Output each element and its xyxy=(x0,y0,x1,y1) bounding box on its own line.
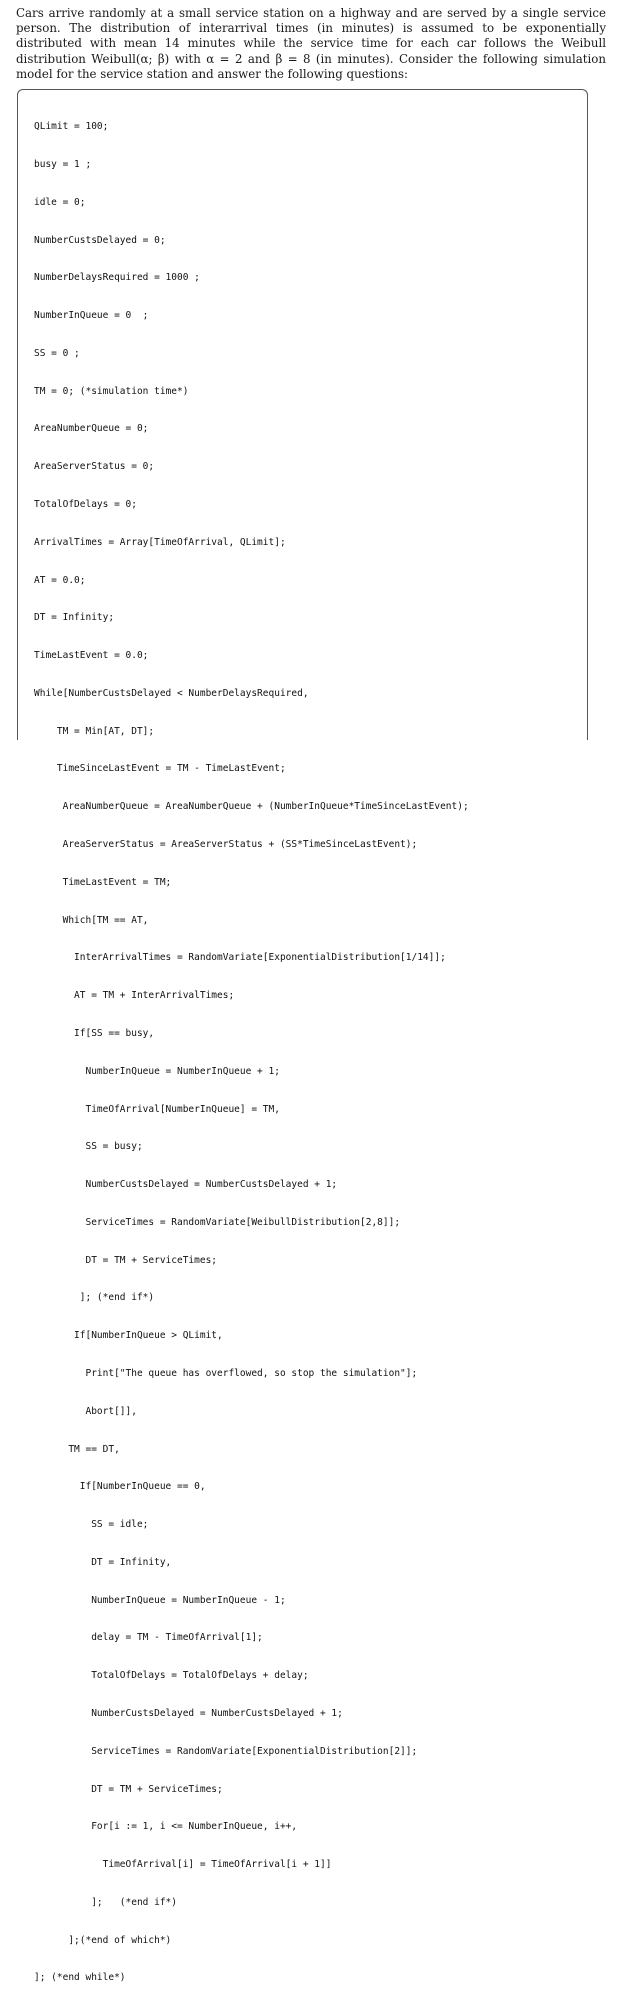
code-line: If[NumberInQueue > QLimit, xyxy=(34,1330,223,1342)
code-line: ArrivalTimes = Array[TimeOfArrival, QLimit]; xyxy=(34,536,286,548)
code-line: NumberDelaysRequired = 1000 ; xyxy=(34,272,200,284)
code-line: Print["The queue has overflowed, so stop the simulation"]; xyxy=(34,1367,418,1379)
code-line: SS = idle; xyxy=(34,1519,149,1531)
code-line: DT = Infinity, xyxy=(34,1556,172,1568)
code-line: NumberCustsDelayed = NumberCustsDelayed + 1; xyxy=(34,1179,338,1191)
code-line: TM == DT, xyxy=(34,1443,120,1455)
code-line: NumberInQueue = NumberInQueue + 1; xyxy=(34,1065,280,1077)
code-line: QLimit = 100; xyxy=(34,121,109,133)
code-line: TotalOfDelays = 0; xyxy=(34,499,137,510)
code-line: SS = busy; xyxy=(34,1141,143,1153)
code-line: TM = 0; (*simulation time*) xyxy=(34,385,189,397)
code-line: AreaNumberQueue = 0; xyxy=(34,423,149,435)
code-line: AreaServerStatus = 0; xyxy=(34,461,155,473)
code-line: ServiceTimes = RandomVariate[WeibullDistribution[2,8]]; xyxy=(34,1216,401,1228)
code-line: TimeOfArrival[i] = TimeOfArrival[i + 1]] xyxy=(34,1859,332,1871)
code-line: TotalOfDelays = TotalOfDelays + delay; xyxy=(34,1670,309,1682)
code-line: ];(*end of which*) xyxy=(34,1934,172,1946)
code-line: Abort[]], xyxy=(34,1405,137,1417)
code-line: InterArrivalTimes = RandomVariate[ExponentialDistribution[1/14]]; xyxy=(34,952,446,964)
code-line: DT = TM + ServiceTimes; xyxy=(34,1254,218,1266)
code-line: If[NumberInQueue == 0, xyxy=(34,1481,206,1493)
code-line: ]; (*end if*) xyxy=(34,1292,155,1304)
code-listing xyxy=(34,96,469,1998)
problem-text: Cars arrive randomly at a small service station on a highway and are served by a single service person. The distribution of interarrival times (in minutes) is assumed to be exponentially distributed with mean 14 minutes while the service time for each car follows the Weibull distribution Weibull(α; β) with α = 2 and β = 8 (in minutes). Consider the following simulation model for the service station and answer the following questions: xyxy=(16,6,606,81)
code-line: idle = 0; xyxy=(34,196,86,208)
code-line: NumberCustsDelayed = NumberCustsDelayed + 1; xyxy=(34,1708,343,1719)
code-line: ServiceTimes = RandomVariate[ExponentialDistribution[2]]; xyxy=(34,1745,418,1757)
code-line: TM = Min[AT, DT]; xyxy=(34,725,155,737)
code-line: AreaServerStatus = AreaServerStatus + (SS*TimeSinceLastEvent); xyxy=(34,839,418,851)
code-line: TimeLastEvent = 0.0; xyxy=(34,650,149,662)
code-line: TimeOfArrival[NumberInQueue] = TM, xyxy=(34,1103,280,1115)
code-line: TimeSinceLastEvent = TM - TimeLastEvent; xyxy=(34,763,286,775)
code-line: Which[TM == AT, xyxy=(34,914,149,926)
code-line: NumberCustsDelayed = 0; xyxy=(34,234,166,246)
code-line: While[NumberCustsDelayed < NumberDelaysRequired, xyxy=(34,687,309,699)
code-line: NumberInQueue = 0 ; xyxy=(34,310,149,322)
code-line: AT = TM + InterArrivalTimes; xyxy=(34,990,235,1002)
code-line: DT = Infinity; xyxy=(34,612,115,624)
code-line: ]; (*end while*) xyxy=(34,1972,126,1984)
code-line: DT = TM + ServiceTimes; xyxy=(34,1783,223,1795)
problem-statement xyxy=(16,6,606,82)
code-line: NumberInQueue = NumberInQueue - 1; xyxy=(34,1594,286,1606)
code-line: delay = TM - TimeOfArrival[1]; xyxy=(34,1632,263,1644)
code-line: For[i := 1, i <= NumberInQueue, i++, xyxy=(34,1821,298,1833)
code-line: TimeLastEvent = TM; xyxy=(34,876,172,888)
code-line: AreaNumberQueue = AreaNumberQueue + (NumberInQueue*TimeSinceLastEvent); xyxy=(34,801,469,813)
code-line: AT = 0.0; xyxy=(34,574,86,586)
code-line: ]; (*end if*) xyxy=(34,1896,177,1908)
code-line: SS = 0 ; xyxy=(34,347,80,359)
code-line: busy = 1 ; xyxy=(34,158,92,170)
code-line: If[SS == busy, xyxy=(34,1027,155,1039)
